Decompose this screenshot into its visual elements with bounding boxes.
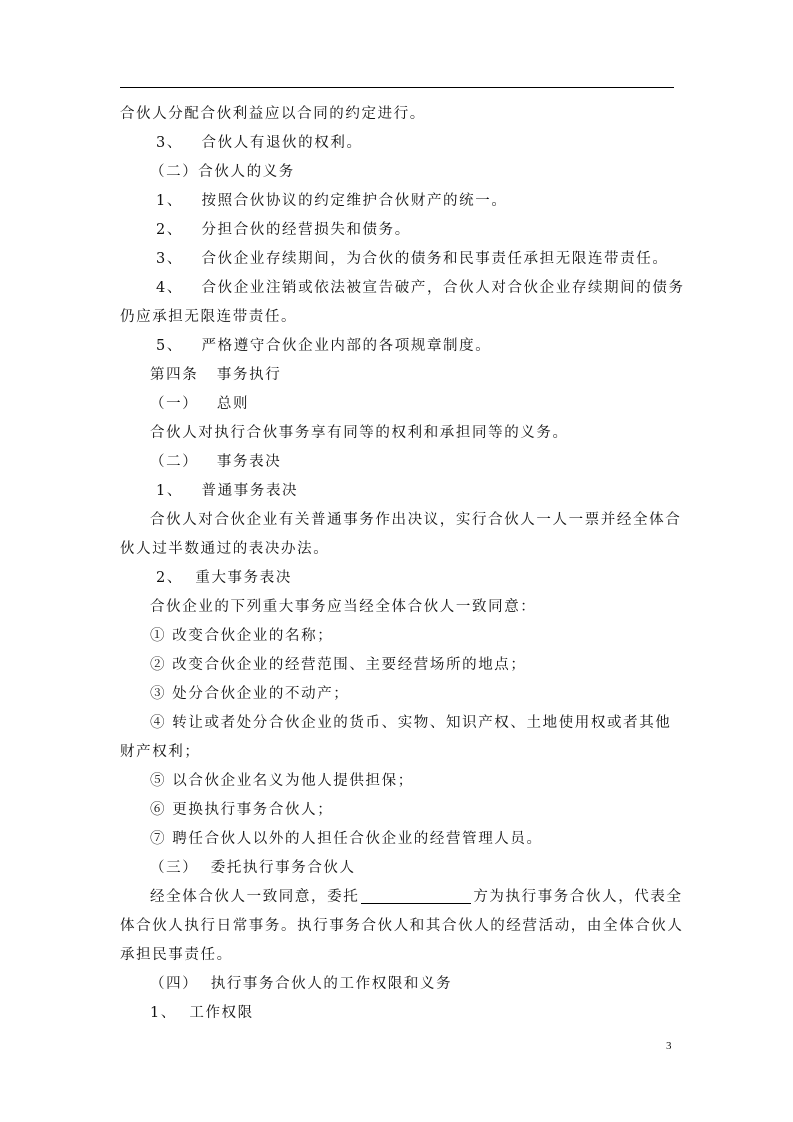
list-item: ③ 处分合伙企业的不动产； (150, 686, 350, 702)
paragraph-line: 2、 分担合伙的经营损失和债务。 (156, 222, 411, 238)
paragraph-line: 4、 合伙企业注销或依法被宣告破产，合伙人对合伙企业存续期间的债务 (156, 280, 685, 296)
paragraph-line: 2、 重大事务表决 (156, 570, 292, 586)
paragraph-line: 合伙人对合伙企业有关普通事务作出决议，实行合伙人一人一票并经全体合 (150, 512, 682, 528)
paragraph-line: 仍应承担无限连带责任。 (120, 309, 298, 325)
paragraph-line: 3、 合伙企业存续期间，为合伙的债务和民事责任承担无限连带责任。 (156, 251, 669, 267)
section-heading: （三） 委托执行事务合伙人 (150, 860, 356, 876)
section-heading: （二）合伙人的义务 (150, 164, 295, 180)
paragraph-line: 伙人过半数通过的表决办法。 (120, 541, 330, 557)
paragraph-text: 经全体合伙人一致同意，委托 (150, 889, 360, 905)
list-item: ④ 转让或者处分合伙企业的货币、实物、知识产权、土地使用权或者其他 (150, 715, 672, 731)
list-item: ① 改变合伙企业的名称； (150, 628, 334, 644)
list-item: ② 改变合伙企业的经营范围、主要经营场所的地点； (150, 657, 527, 673)
list-item: ⑦ 聘任合伙人以外的人担任合伙企业的经营管理人员。 (150, 831, 543, 847)
paragraph-line: 合伙人对执行合伙事务享有同等的权利和承担同等的义务。 (150, 425, 569, 441)
page-number: 3 (666, 1040, 672, 1052)
list-item: ⑤ 以合伙企业名义为他人提供担保； (150, 773, 414, 789)
paragraph-line: 1、 按照合伙协议的约定维护合伙财产的统一。 (156, 193, 508, 209)
header-rule (120, 87, 674, 88)
section-heading: （四） 执行事务合伙人的工作权限和义务 (150, 976, 453, 992)
paragraph-line: 承担民事责任。 (120, 947, 233, 963)
list-item: ⑥ 更换执行事务合伙人； (150, 802, 334, 818)
paragraph-line: 1、 工作权限 (150, 1005, 254, 1021)
paragraph-text: 方为执行事务合伙人，代表全 (473, 889, 683, 905)
paragraph-line: 1、 普通事务表决 (156, 483, 299, 499)
article-heading: 第四条 事务执行 (150, 367, 282, 383)
list-item: 财产权利； (120, 744, 201, 760)
document-body (120, 100, 685, 1028)
paragraph-line: 3、 合伙人有退伙的权利。 (156, 135, 363, 151)
paragraph-line: 合伙人分配合伙利益应以合同的约定进行。 (120, 106, 426, 122)
paragraph-line: 5、 严格遵守合伙企业内部的各项规章制度。 (156, 338, 492, 354)
section-heading: （一） 总则 (150, 396, 250, 412)
paragraph-line (120, 883, 683, 912)
paragraph-line: 合伙企业的下列重大事务应当经全体合伙人一致同意： (150, 599, 537, 615)
paragraph-line: 体合伙人执行日常事务。执行事务合伙人和其合伙人的经营活动，由全体合伙人 (120, 918, 684, 934)
section-heading: （二） 事务表决 (150, 454, 282, 470)
fill-in-blank[interactable] (361, 889, 471, 904)
